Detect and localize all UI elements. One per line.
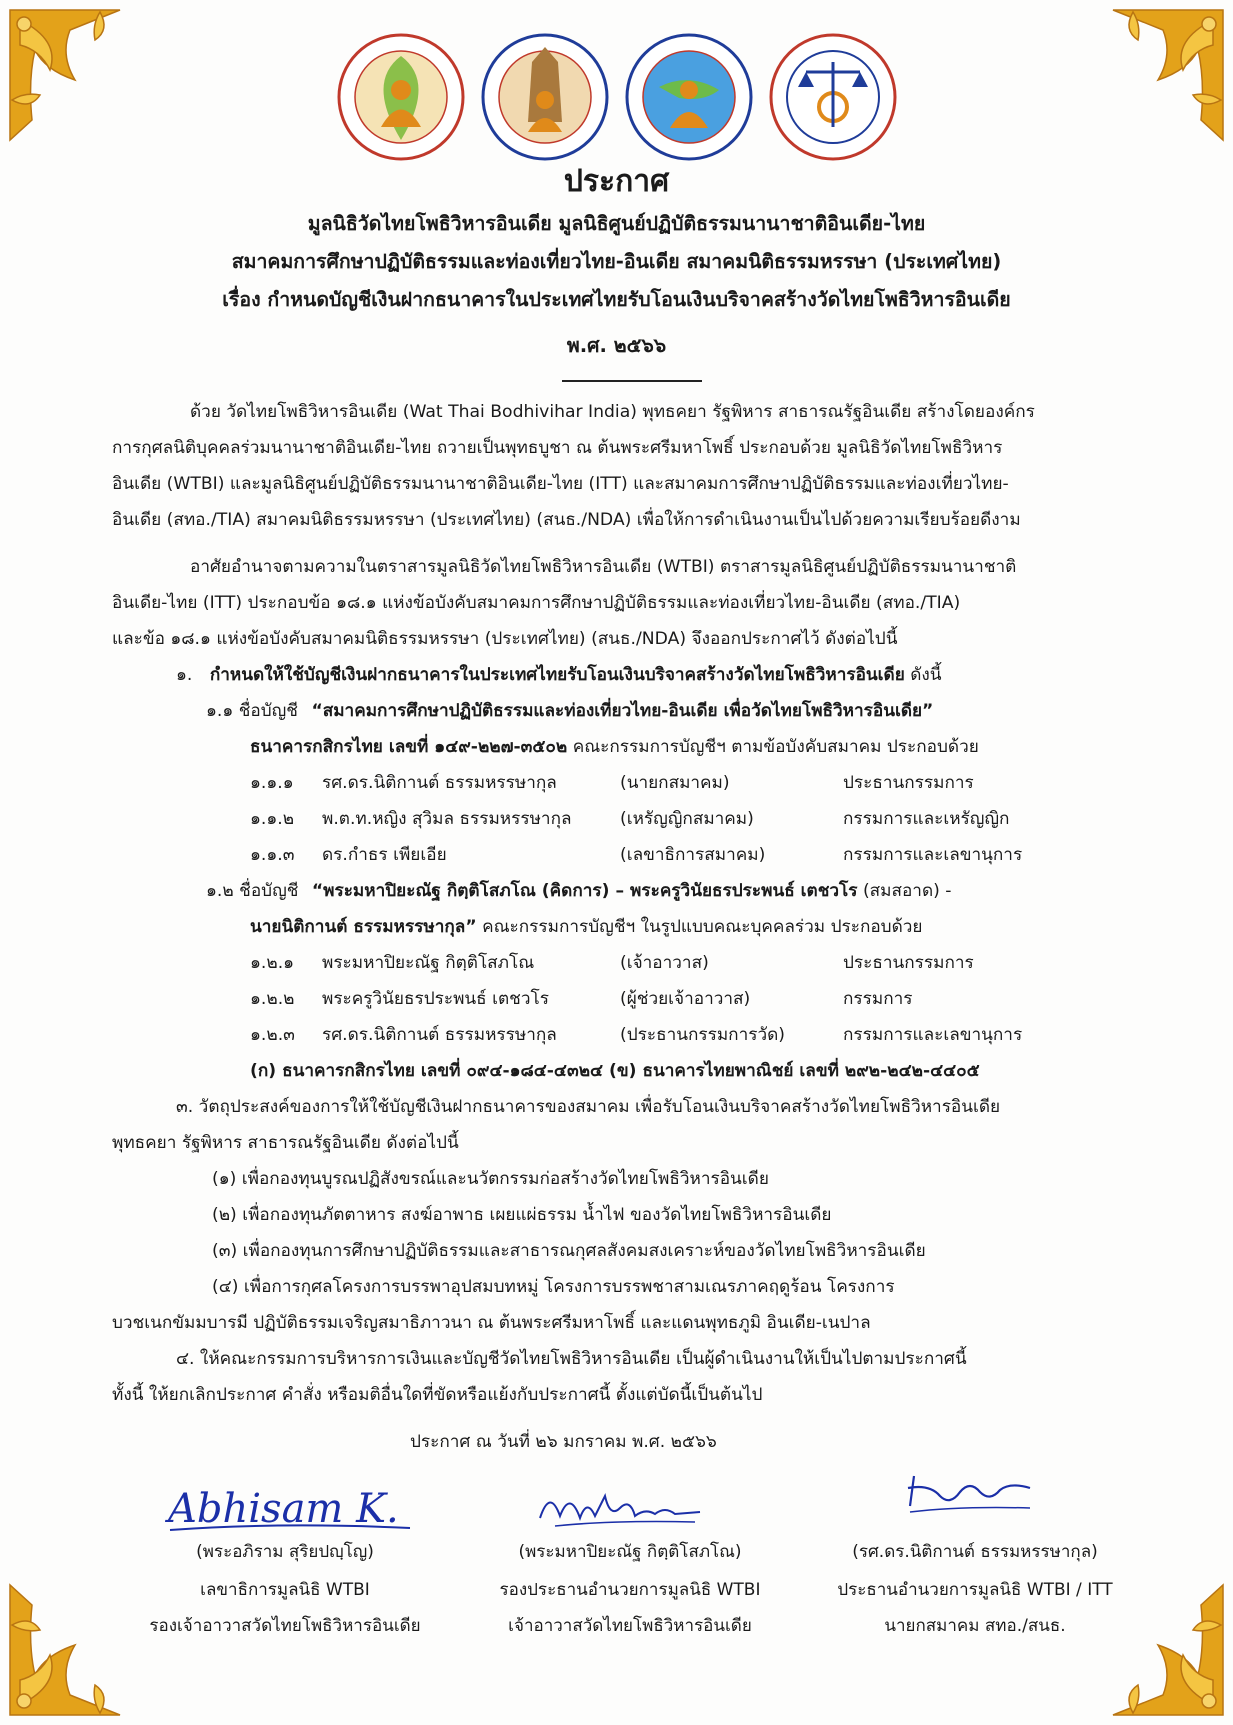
member-role: (เหรัญญิกสมาคม) — [620, 809, 754, 829]
signatory-3-position: ประธานอำนวยการมูลนิธิ WTBI / ITT — [837, 1580, 1113, 1600]
member-name: รศ.ดร.นิติกานต์ ธรรมหรรษากุล — [322, 773, 557, 793]
account2-bank-numbers: (ก) ธนาคารกสิกรไทย เลขที่ ๐๙๔-๑๘๔-๔๓๒๔ (ข) ธนาคารไทยพาณิชย์ เลขที่ ๒๙๒-๒๔๒-๔๔๐๕ — [250, 1061, 980, 1081]
member-role: (เลขาธิการสมาคม) — [620, 845, 766, 865]
account2-title-tail-2: คณะกรรมการบัญชีฯ ในรูปแบบคณะบุคคลร่วม ประกอบด้วย — [476, 917, 923, 937]
header-subject: เรื่อง กำหนดบัญชีเงินฝากธนาคารในประเทศไทยรับโอนเงินบริจาคสร้างวัดไทยโพธิวิหารอินเดีย — [222, 288, 1011, 311]
item3-line: พุทธคยา รัฐพิหาร สาธารณรัฐอินเดีย ดังต่อไปนี้ — [112, 1133, 459, 1153]
member-no: ๑.๒.๑ — [250, 953, 295, 973]
member-role: (นายกสมาคม) — [620, 773, 730, 793]
header-line-2: สมาคมการศึกษาปฏิบัติธรรมและท่องเที่ยวไทย-อินเดีย สมาคมนิติธรรมหรรษา (ประเทศไทย) — [231, 250, 1002, 273]
purpose-item: (๑) เพื่อกองทุนบูรณปฏิสังขรณ์และนวัตกรรมก่อสร้างวัดไทยโพธิวิหารอินเดีย — [212, 1169, 769, 1189]
account1-bank-number: ธนาคารกสิกรไทย เลขที่ ๑๔๙-๒๒๗-๓๕๐๒ — [250, 737, 568, 757]
member-name: พ.ต.ท.หญิง สุวิมล ธรรมหรรษากุล — [322, 809, 572, 829]
account1-bank — [250, 735, 979, 759]
item1-number: ๑. — [176, 665, 193, 685]
logo-tia — [624, 32, 754, 162]
signature-1-text: Abhisam K. — [168, 1486, 399, 1532]
member-no: ๑.๒.๓ — [250, 1025, 295, 1045]
signatory-2-name: (พระมหาปิยะณัฐ กิตฺติโสภโณ) — [518, 1542, 742, 1562]
purpose-item-cont: บวชเนกขัมมบารมี ปฏิบัติธรรมเจริญสมาธิภาวนา ณ ต้นพระศรีมหาโพธิ์ และแดนพุทธภูมิ อินเดีย-เนปาล — [112, 1313, 871, 1333]
para1-line: อินเดีย (WTBI) และมูลนิธิศูนย์ปฏิบัติธรรมนานาชาติอินเดีย-ไทย (ITT) และสมาคมการศึกษาปฏิบัติธรรมและท่องเที่ยวไทย- — [112, 474, 1009, 494]
page-title: ประกาศ — [563, 164, 670, 199]
member-name: พระครูวินัยธรประพนธ์ เตชวโร — [322, 989, 549, 1009]
member-duty: ประธานกรรมการ — [843, 773, 974, 793]
signature-2-handwriting — [535, 1478, 705, 1538]
para2-line: อาศัยอำนาจตามความในตราสารมูลนิธิวัดไทยโพธิวิหารอินเดีย (WTBI) ตราสารมูลนิธิศูนย์ปฏิบัติธรรมนานาชาติ — [190, 557, 1017, 577]
header-year: พ.ศ. ๒๕๖๖ — [566, 334, 667, 357]
corner-ornament-bottom-left — [0, 1575, 150, 1725]
para1-line: ด้วย วัดไทยโพธิวิหารอินเดีย (Wat Thai Bodhivihar India) พุทธคยา รัฐพิหาร สาธารณรัฐอินเดีย สร้างโดยองค์กร — [190, 402, 1035, 422]
item3-line: ๓. วัตถุประสงค์ของการให้ใช้บัญชีเงินฝากธนาคารของสมาคม เพื่อรับโอนเงินบริจาคสร้างวัดไทยโพธิวิหารอินเดีย — [176, 1097, 1001, 1117]
account1-member-row — [250, 843, 1023, 867]
account2-name — [206, 879, 952, 903]
signature-3-handwriting — [900, 1456, 1040, 1526]
signatory-1-position: เลขาธิการมูลนิธิ WTBI — [200, 1580, 370, 1600]
account2-member-row — [250, 1023, 1023, 1047]
para2-line: อินเดีย-ไทย (ITT) ประกอบข้อ ๑๘.๑ แห่งข้อบังคับสมาคมการศึกษาปฏิบัติธรรมและท่องเที่ยวไทย-อินเดีย (สทอ./TIA) — [112, 593, 961, 613]
member-role: (เจ้าอาวาส) — [620, 953, 709, 973]
member-duty: กรรมการและเหรัญญิก — [843, 809, 1010, 829]
organization-logos — [0, 32, 1233, 162]
logo-itt — [480, 32, 610, 162]
purpose-item: (๓) เพื่อกองทุนการศึกษาปฏิบัติธรรมและสาธารณกุศลสังคมสงเคราะห์ของวัดไทยโพธิวิหารอินเดีย — [212, 1241, 926, 1261]
member-role: (ผู้ช่วยเจ้าอาวาส) — [620, 989, 751, 1009]
member-name: พระมหาปิยะณัฐ กิตฺติโสภโณ — [322, 953, 535, 973]
item1 — [176, 663, 942, 687]
logo-wtbi — [336, 32, 466, 162]
account2-name-cont — [250, 915, 922, 939]
account1-member-row — [250, 771, 974, 795]
signatory-1-position-2: รองเจ้าอาวาสวัดไทยโพธิวิหารอินเดีย — [149, 1616, 421, 1636]
item1-text: กำหนดให้ใช้บัญชีเงินฝากธนาคารในประเทศไทยรับโอนเงินบริจาคสร้างวัดไทยโพธิวิหารอินเดีย — [209, 665, 905, 685]
member-duty: กรรมการ — [843, 989, 913, 1009]
purpose-item: (๔) เพื่อการกุศลโครงการบรรพาอุปสมบทหมู่ โครงการบรรพชาสามเณรภาคฤดูร้อน โครงการ — [212, 1277, 895, 1297]
member-no: ๑.๑.๒ — [250, 809, 295, 829]
signatory-2-position: รองประธานอำนวยการมูลนิธิ WTBI — [499, 1580, 761, 1600]
member-no: ๑.๑.๓ — [250, 845, 295, 865]
account1-name — [206, 699, 933, 723]
member-duty: ประธานกรรมการ — [843, 953, 974, 973]
item4-line: ๔. ให้คณะกรรมการบริหารการเงินและบัญชีวัดไทยโพธิวิหารอินเดีย เป็นผู้ดำเนินงานให้เป็นไปตามประกาศนี้ — [176, 1349, 967, 1369]
account1-label: ๑.๑ ชื่อบัญชี — [206, 701, 298, 721]
member-role: (ประธานกรรมการวัด) — [620, 1025, 785, 1045]
member-no: ๑.๒.๒ — [250, 989, 295, 1009]
member-no: ๑.๑.๑ — [250, 773, 294, 793]
announcement-date: ประกาศ ณ วันที่ ๒๖ มกราคม พ.ศ. ๒๕๖๖ — [410, 1432, 717, 1452]
para2-line: และข้อ ๑๘.๑ แห่งข้อบังคับสมาคมนิติธรรมหรรษา (ประเทศไทย) (สนธ./NDA) จึงออกประกาศไว้ ดังต่อไปนี้ — [112, 629, 898, 649]
account1-bank-tail: คณะกรรมการบัญชีฯ ตามข้อบังคับสมาคม ประกอบด้วย — [567, 737, 979, 757]
account2-member-row — [250, 951, 974, 975]
account1-title: “สมาคมการศึกษาปฏิบัติธรรมและท่องเที่ยวไทย-อินเดีย เพื่อวัดไทยโพธิวิหารอินเดีย” — [311, 701, 934, 721]
account2-title-1: “พระมหาปิยะณัฐ กิตฺติโสภโณ (คิดการ) – พระครูวินัยธรประพนธ์ เตชวโร — [311, 881, 858, 901]
item4-line: ทั้งนี้ ให้ยกเลิกประกาศ คำสั่ง หรือมติอื่นใดที่ขัดหรือแย้งกับประกาศนี้ ตั้งแต่บัดนี้เป็นต้นไป — [112, 1385, 763, 1405]
item1-tail: ดังนี้ — [904, 665, 942, 685]
signatory-3-name: (รศ.ดร.นิติกานต์ ธรรมหรรษากุล) — [852, 1542, 1098, 1562]
account2-title-2: นายนิติกานต์ ธรรมหรรษากุล” — [250, 917, 477, 937]
signatory-2-position-2: เจ้าอาวาสวัดไทยโพธิวิหารอินเดีย — [508, 1616, 752, 1636]
signatory-1-name: (พระอภิราม สุริยปญฺโญ) — [196, 1542, 374, 1562]
account2-member-row — [250, 987, 913, 1011]
account2-title-tail-1: (สมสอาด) - — [857, 881, 952, 901]
title-divider — [562, 380, 702, 382]
member-name: รศ.ดร.นิติกานต์ ธรรมหรรษากุล — [322, 1025, 557, 1045]
para1-line: การกุศลนิติบุคคลร่วมนานาชาติอินเดีย-ไทย ถวายเป็นพุทธบูชา ณ ต้นพระศรีมหาโพธิ์ ประกอบด้วย มูลนิธิวัดไทยโพธิวิหาร — [112, 438, 1003, 458]
purpose-item: (๒) เพื่อกองทุนภัตตาหาร สงฆ์อาพาธ เผยแผ่ธรรม น้ำไฟ ของวัดไทยโพธิวิหารอินเดีย — [212, 1205, 832, 1225]
signature-1-handwriting — [160, 1470, 420, 1540]
signatory-3-position-2: นายกสมาคม สทอ./สนธ. — [884, 1616, 1066, 1636]
member-duty: กรรมการและเลขานุการ — [843, 1025, 1023, 1045]
account1-member-row — [250, 807, 1010, 831]
para1-line: อินเดีย (สทอ./TIA) สมาคมนิติธรรมหรรษา (ประเทศไทย) (สนธ./NDA) เพื่อให้การดำเนินงานเป็นไปด้วยความเรียบร้อยดีงาม — [112, 510, 1021, 530]
account2-label: ๑.๒ ชื่อบัญชี — [206, 881, 299, 901]
member-duty: กรรมการและเลขานุการ — [843, 845, 1023, 865]
header-line-1: มูลนิธิวัดไทยโพธิวิหารอินเดีย มูลนิธิศูนย์ปฏิบัติธรรมนานาชาติอินเดีย-ไทย — [307, 212, 926, 235]
member-name: ดร.กำธร เพียเอีย — [322, 845, 447, 865]
logo-nda — [768, 32, 898, 162]
